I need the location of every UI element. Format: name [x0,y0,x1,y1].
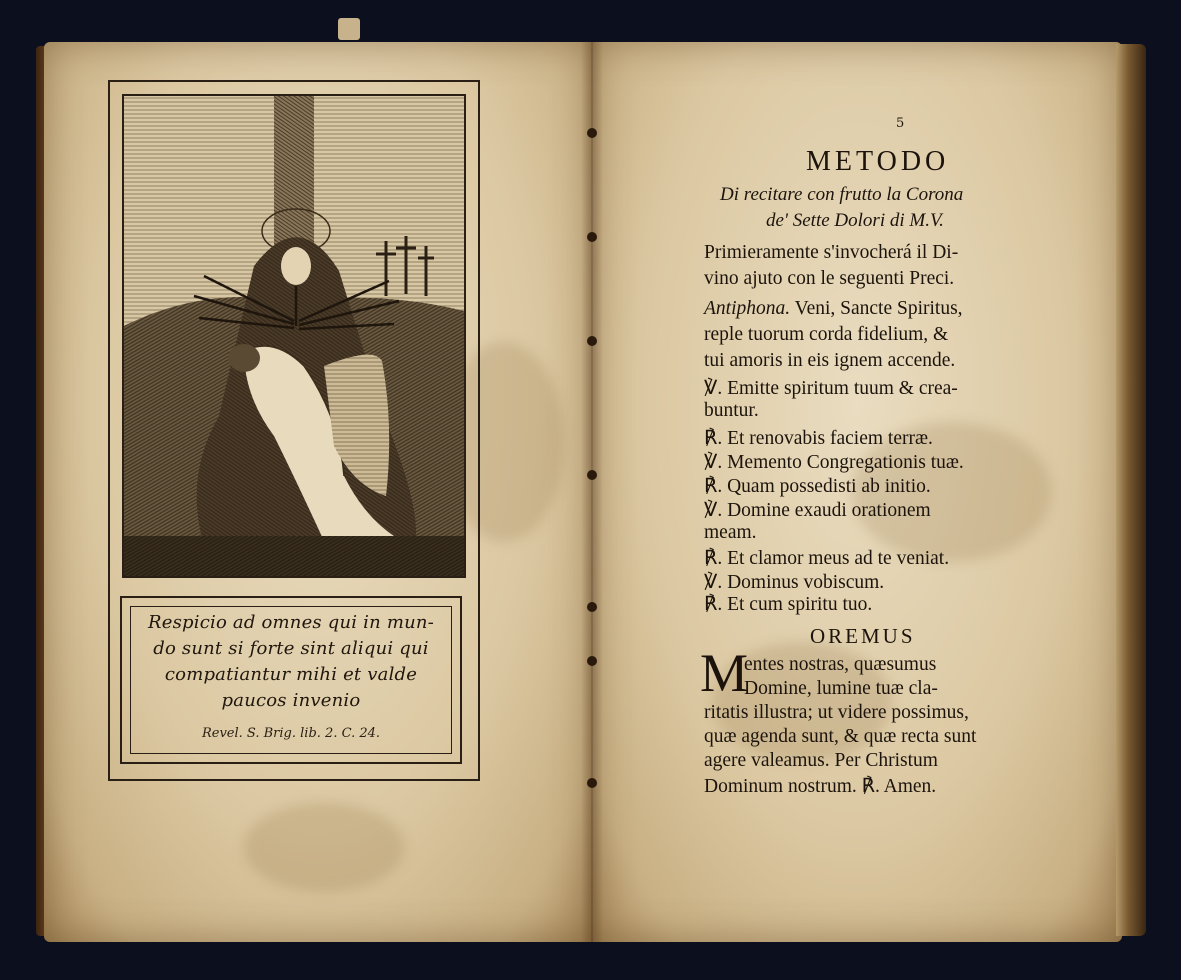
antiphon-line: reple tuorum corda fidelium, & [704,324,949,345]
versicle-line: ℣. Memento Congregationis tuæ. [704,452,964,473]
versicle-line: ℟. Et clamor meus ad te veniat. [704,548,950,569]
prayer-line: agere valeamus. Per Christum [704,750,938,771]
caption-line: compatiantur mihi et valde [164,664,418,685]
antiphon-line: tui amoris in eis ignem accende. [704,350,956,371]
intro-line: vino ajuto con le seguenti Preci. [704,268,955,289]
caption-line: Respicio ad omnes qui in mun- [147,612,434,633]
versicle-line: meam. [704,522,757,543]
prayer-line: ritatis illustra; ut videre possimus, [704,702,969,723]
oremus-heading: OREMUS [810,624,916,648]
caption-line: do sunt si forte sint aliqui qui [153,638,429,659]
ribbon-tab [338,18,360,40]
page-title: METODO [806,146,950,177]
versicle-line: ℟. Et cum spiritu tuo. [704,594,873,615]
antiphon-label: Antiphona. [704,298,791,319]
intro-line: Primieramente s'invocherá il Di- [704,242,959,263]
caption-box [120,596,462,764]
prayer-line: Domine, lumine tuæ cla- [744,678,938,699]
versicle-line: ℟. Quam possedisti ab initio. [704,476,931,497]
page-block-edge-right [1116,44,1146,936]
subtitle-line: de' Sette Dolori di M.V. [766,210,944,231]
gutter [581,42,603,942]
versicle-line: ℣. Domine exaudi orationem [704,500,931,521]
versicle-line: buntur. [704,400,759,421]
prayer-line: entes nostras, quæsumus [744,654,937,675]
versicle-line: ℣. Emitte spiritum tuum & crea- [704,378,958,399]
prayer-line: Dominum nostrum. ℟. Amen. [704,776,937,797]
versicle-line: ℣. Dominus vobiscum. [704,572,885,593]
page-number: 5 [896,116,905,131]
pieta-engraving [122,94,466,578]
subtitle-line: Di recitare con frutto la Corona [720,184,964,205]
caption-reference: Revel. S. Brig. lib. 2. C. 24. [201,726,381,741]
prayer-dropcap: M [700,643,749,703]
caption-line: paucos invenio [221,690,361,711]
open-book [36,36,1146,944]
prayer-line: quæ agenda sunt, & quæ recta sunt [704,726,977,747]
versicle-line: ℟. Et renovabis faciem terræ. [704,428,933,449]
antiphon-line [704,298,963,320]
antiphon-text: Veni, Sancte Spiritus, [794,298,963,319]
